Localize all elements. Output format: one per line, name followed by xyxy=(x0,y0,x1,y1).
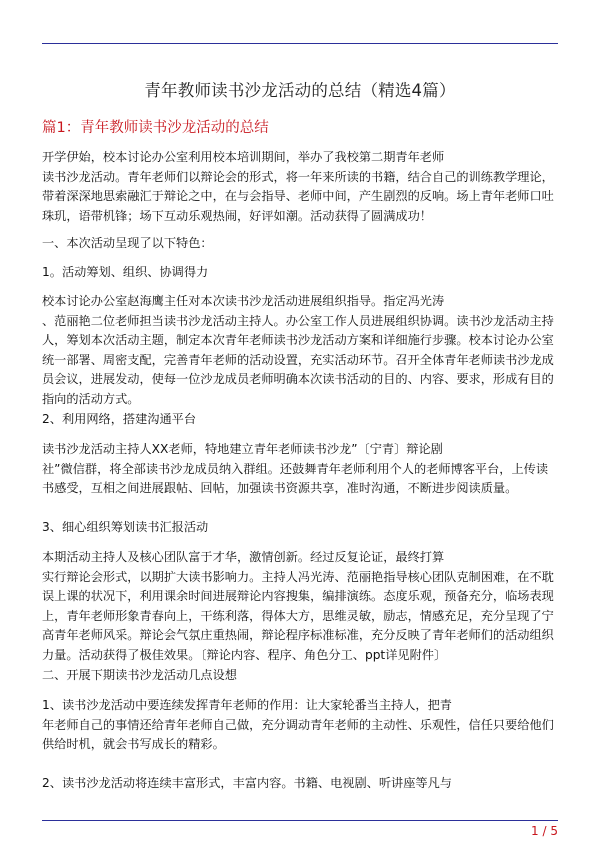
text-line: 一、本次活动呈现了以下特色： xyxy=(42,236,213,250)
text-line: 2、读书沙龙活动将连续丰富形式，丰富内容。书籍、电视剧、听讲座等凡与 xyxy=(42,776,452,790)
section-title: 篇1：青年教师读书沙龙活动的总结 xyxy=(42,120,269,136)
text-line: 读书沙龙活动主持人XX老师，特地建立青年老师读书沙龙”〔宁青〕辩论剧 xyxy=(42,442,443,456)
footer-rule xyxy=(42,820,558,821)
text-line: 社”微信群，将全部读书沙龙成员纳入群组。还鼓舞青年老师利用个人的老师博客平台，上传读 xyxy=(42,461,549,476)
text-line: 本期活动主持人及核心团队富于才华，激情创新。经过反复论证，最终打算 xyxy=(42,550,445,564)
paragraph xyxy=(42,666,560,686)
paragraph xyxy=(42,148,560,226)
text-line: 二、开展下期读书沙龙活动几点设想 xyxy=(42,668,237,682)
text-line: 指向的活动方式。 xyxy=(42,391,140,406)
text-line: 、范丽艳二位老师担当读书沙龙活动主持人。办公室工作人员进展组织协调。读书沙龙活动主持 xyxy=(42,313,554,328)
paragraph xyxy=(42,263,560,283)
text-line: 3、细心组织筹划读书汇报活动 xyxy=(42,520,209,534)
text-line: 带着深深地思索融汇于辩论之中，在与会指导、老师中间，产生剧烈的反响。场上青年老师口吐 xyxy=(42,189,554,203)
text-line: 年老师自己的事情还给青年老师自己做，充分调动青年老师的主动性、乐观性，信任只要给他们 xyxy=(42,717,554,732)
paragraph xyxy=(42,410,560,430)
paragraph xyxy=(42,696,560,755)
text-line: 读书沙龙活动。青年老师们以辩论会的形式，将一年来所读的书籍，结合自己的训练教学理论， xyxy=(42,169,554,184)
text-line: 书感受，互相之间进展跟帖、回帖，加强读书资源共享，准时沟通，不断进步阅读质量。 xyxy=(42,481,518,495)
text-line: 力量。活动获得了极佳效果。〔辩论内容、程序、角色分工、ppt详见附件〕 xyxy=(42,647,447,662)
text-line: 供给时机，就会书写成长的精彩。 xyxy=(42,737,225,751)
document-title: 青年教师读书沙龙活动的总结（精选4篇） xyxy=(144,81,456,100)
text-line: 2、利用网络，搭建沟通平台 xyxy=(42,412,197,426)
text-line: 统一部署、周密支配，完善青年老师的活动设置，充实活动环节。召开全体青年老师读书沙龙成 xyxy=(42,352,554,367)
text-line: 人，筹划本次活动主题，制定本次青年老师读书沙龙活动方案和详细施行步骤。校本讨论办公室 xyxy=(42,333,554,347)
text-line: 1、读书沙龙活动中要连续发挥青年老师的作用：让大家轮番当主持人，把青 xyxy=(42,698,452,712)
paragraph xyxy=(42,292,560,409)
text-line: 开学伊始，校本讨论办公室利用校本培训期间，举办了我校第二期青年老师 xyxy=(42,150,445,164)
text-line: 珠玑，语带机锋；场下互动乐观热闹，好评如潮。活动获得了圆满成功！ xyxy=(42,208,432,223)
paragraph xyxy=(42,548,560,665)
paragraph xyxy=(42,518,560,538)
paragraph xyxy=(42,234,560,254)
paragraph xyxy=(42,774,560,794)
header-rule xyxy=(42,43,558,44)
text-line: 校本讨论办公室赵海鹰主任对本次读书沙龙活动进展组织指导。指定冯光涛 xyxy=(42,294,445,308)
text-line: 误上课的状况下，利用课余时间进展辩论内容搜集，编排演练。态度乐观，预备充分，临场表现 xyxy=(42,589,554,603)
page-number: 1 / 5 xyxy=(531,824,558,838)
text-line: 上，青年老师形象青春向上，干练利落，得体大方，思维灵敏，励志，情感充足，充分呈现了宁 xyxy=(42,608,554,623)
text-line: 高青年老师风采。辩论会气氛庄重热闹，辩论程序标准标准，充分反映了青年老师们的活动组织 xyxy=(42,628,554,642)
text-line: 实行辩论会形式，以期扩大读书影响力。主持人冯光涛、范丽艳指导核心团队克制困难，在不耽 xyxy=(42,569,554,584)
paragraph xyxy=(42,440,560,499)
text-line: 1。活动筹划、组织、协调得力 xyxy=(42,265,209,279)
text-line: 员会议，进展发动，使每一位沙龙成员老师明确本次读书活动的目的、内容、要求，形成有目的 xyxy=(42,372,554,386)
